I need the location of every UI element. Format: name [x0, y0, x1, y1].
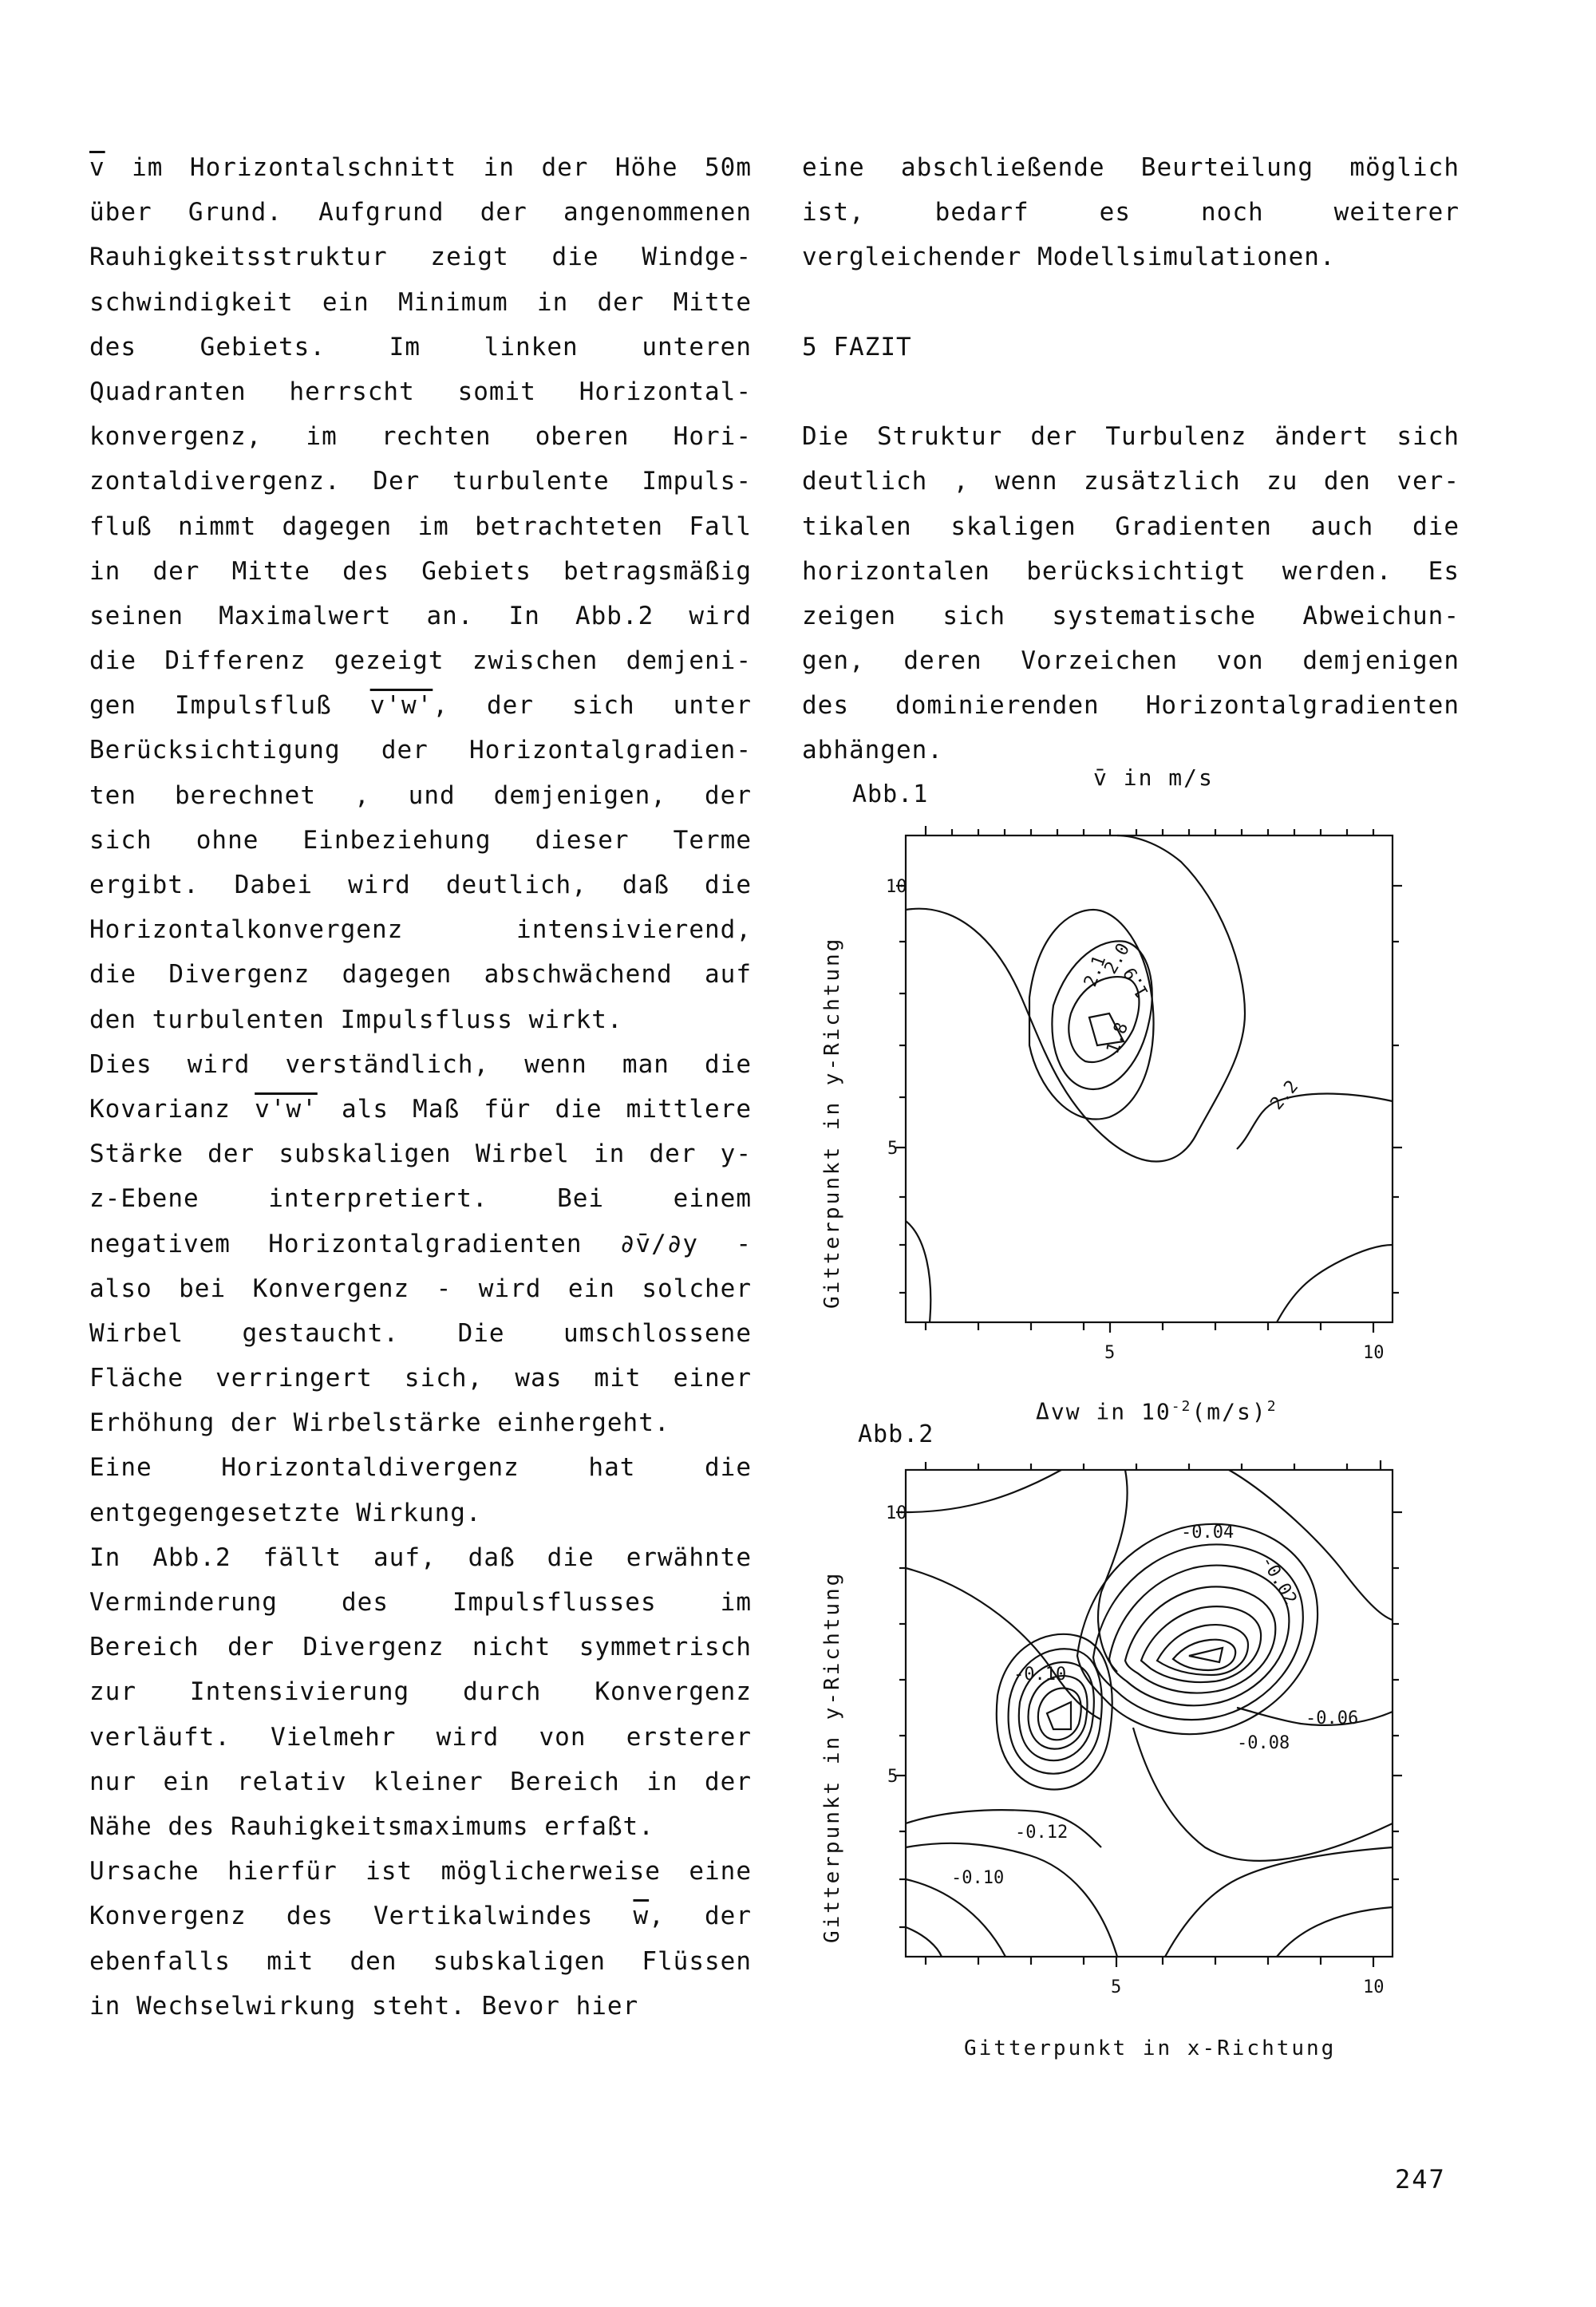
figure2-title-text: Δvw in 10 — [1036, 1398, 1171, 1425]
figure2-contour-label: -0.04 — [1181, 1523, 1235, 1543]
text-line: den turbulenten Impulsfluss wirkt. — [89, 1005, 623, 1034]
text-segment: Konvergenz des Vertikalwindes — [89, 1902, 634, 1931]
figure2-contour-label: -0.10 — [951, 1868, 1005, 1888]
text-segment: als Maß für die mittlere — [317, 1094, 752, 1124]
text-line: entgegengesetzte Wirkung. — [89, 1498, 482, 1527]
figure2-right-ticks — [1393, 1512, 1402, 1879]
figure1-contour — [1237, 1094, 1393, 1149]
figure2-contour — [1029, 1676, 1088, 1749]
figure2-contour-label: -0.06 — [1306, 1709, 1359, 1728]
figure2-contour — [906, 1843, 1117, 1957]
overlined-symbol: $\overline{w}$ — [633, 1902, 650, 1931]
text-line: des Gebiets. Im linken unteren — [89, 332, 752, 361]
figure2-xtick: 10 — [1363, 1977, 1385, 1997]
text-line: Erhöhung der Wirbelstärke einhergeht. — [89, 1408, 670, 1438]
figure1-bottom-ticks — [926, 1322, 1373, 1333]
overlined-symbol: $\overline{v}$ — [89, 153, 105, 182]
text-line: Ursache hierfür ist möglicherweise eine — [89, 1857, 752, 1886]
text-line: Berücksichtigung der Horizontalgradien- — [89, 736, 752, 765]
figure2-contour — [1047, 1702, 1071, 1729]
text-line: 5 FAZIT — [802, 332, 912, 361]
figure1-title: v̄ in m/s — [1093, 764, 1214, 791]
figure1-contour — [1277, 1245, 1393, 1322]
figure1-contour-label: 2.2 — [1266, 1076, 1303, 1114]
figure2-contour — [1229, 1470, 1393, 1620]
figure1-top-ticks — [926, 826, 1373, 835]
text-line: abhängen. — [802, 736, 943, 765]
text-line: Stärke der subskaligen Wirbel in der y- — [89, 1140, 752, 1169]
figure2-contour — [906, 1927, 942, 1957]
text-line: Eine Horizontaldivergenz hat die — [89, 1453, 752, 1483]
figure2-plot — [862, 1448, 1452, 2031]
text-line: Verminderung des Impulsflusses im — [89, 1588, 752, 1617]
text-line: in Wechselwirkung steht. Bevor hier — [89, 1991, 639, 2021]
figure2-title — [1036, 1398, 1278, 1424]
text-line — [89, 683, 752, 728]
figure1-contour-label: 2.1 — [1080, 953, 1111, 990]
figure2-contour — [1077, 1524, 1317, 1734]
figure2-contour-label: -0.10 — [1013, 1665, 1067, 1685]
figure1-contour-label: 1.8 — [1103, 1020, 1133, 1057]
text-segment: , der sich unter — [433, 691, 752, 721]
figure2-ytick: 10 — [886, 1503, 907, 1523]
text-line: zeigen sich systematische Abweichun- — [802, 601, 1460, 630]
figure2-contour — [906, 1568, 1101, 1720]
figure1-xtick: 10 — [1363, 1343, 1385, 1363]
figure2-xtick: 5 — [1111, 1977, 1122, 1997]
figure2-contour — [1173, 1640, 1235, 1670]
text-line: tikalen skaligen Gradienten auch die — [802, 512, 1460, 541]
text-line: Nähe des Rauhigkeitsmaximums erfaßt. — [89, 1811, 654, 1841]
figure2-contour — [1277, 1907, 1393, 1957]
figure2-title-exponent: -2 — [1171, 1398, 1192, 1415]
text-line: zur Intensivierung durch Konvergenz — [89, 1677, 752, 1707]
text-line: eine abschließende Beurteilung möglich — [802, 153, 1460, 182]
figure2-contour — [1125, 1586, 1275, 1693]
figure2-contour — [997, 1634, 1112, 1790]
text-line: schwindigkeit ein Minimum in der Mitte — [89, 287, 752, 317]
figure2-contour — [906, 1879, 1005, 1957]
page-number: 247 — [1395, 2164, 1446, 2194]
text-line: deutlich , wenn zusätzlich zu den ver- — [802, 467, 1460, 496]
figure2-contour — [1109, 1566, 1289, 1706]
figure2-contour-label: -0.12 — [1015, 1823, 1069, 1843]
text-segment: , der — [649, 1902, 752, 1931]
figure1-plot — [862, 814, 1452, 1389]
text-line: ten berechnet , und demjenigen, der — [89, 780, 752, 810]
text-line: die Differenz gezeigt zwischen demjeni- — [89, 646, 752, 676]
text-line: Fläche verringert sich, was mit einer — [89, 1364, 752, 1393]
text-line: seinen Maximalwert an. In Abb.2 wird — [89, 601, 752, 630]
text-segment: gen Impulsfluß — [89, 691, 370, 721]
text-line: ebenfalls mit den subskaligen Flüssen — [89, 1946, 752, 1976]
text-line — [802, 369, 1460, 414]
overlined-symbol: v'w' — [369, 691, 433, 721]
figure2-top-ticks — [926, 1460, 1381, 1470]
figure1-frame — [906, 835, 1393, 1322]
text-line: die Divergenz dagegen abschwächend auf — [89, 960, 752, 990]
text-line: Rauhigkeitsstruktur zeigt die Windge- — [89, 243, 752, 272]
text-line: ist, bedarf es noch weiterer — [802, 198, 1460, 227]
figure1-contour-label: 1.9 — [1120, 963, 1154, 1001]
figure2-contour — [1038, 1689, 1081, 1740]
text-line: Quadranten herrscht somit Horizontal- — [89, 377, 752, 406]
figure1-label: Abb.1 — [852, 780, 929, 808]
text-line — [89, 145, 752, 190]
text-line: In Abb.2 fällt auf, daß die erwähnte — [89, 1543, 752, 1572]
text-line: konvergenz, im rechten oberen Hori- — [89, 422, 752, 452]
text-segment: im Horizontalschnitt in der Höhe 50m — [105, 153, 752, 182]
figure2-contour — [1189, 1648, 1223, 1662]
text-line: Wirbel gestaucht. Die umschlossene — [89, 1318, 752, 1348]
text-line: zontaldivergenz. Der turbulente Impuls- — [89, 467, 752, 496]
text-line: negativem Horizontalgradienten ∂v̄/∂y - — [89, 1229, 752, 1258]
text-line: Dies wird verständlich, wenn man die — [89, 1049, 752, 1079]
text-line: Bereich der Divergenz nicht symmetrisch — [89, 1633, 752, 1662]
text-line: z-Ebene interpretiert. Bei einem — [89, 1184, 752, 1214]
overlined-symbol: v'w' — [255, 1094, 318, 1124]
figure2-left-ticks — [896, 1512, 906, 1927]
text-line: über Grund. Aufgrund der angenommenen — [89, 198, 752, 227]
text-line: ergibt. Dabei wird deutlich, daß die — [89, 871, 752, 899]
text-line: Horizontalkonvergenz intensivierend, — [89, 915, 752, 945]
figure1-xtick: 5 — [1104, 1343, 1116, 1363]
text-line: verläuft. Vielmehr wird von ersterer — [89, 1722, 752, 1752]
text-segment: Kovarianz — [89, 1094, 255, 1124]
text-line: sich ohne Einbeziehung dieser Terme — [89, 825, 752, 855]
right-text-column — [802, 145, 1460, 773]
figure1-right-ticks — [1393, 886, 1402, 1293]
figure1-contour — [906, 835, 1245, 1161]
figure2-contour — [1098, 1470, 1128, 1672]
figure1-contour — [1029, 910, 1154, 1120]
figure2-title-exponent2: 2 — [1266, 1398, 1278, 1415]
text-line: fluß nimmt dagegen im betrachteten Fall — [89, 512, 752, 541]
text-line: vergleichender Modellsimulationen. — [802, 243, 1336, 272]
figure1-left-ticks — [896, 886, 906, 1293]
figure2-xlabel: Gitterpunkt in x-Richtung — [964, 2036, 1337, 2060]
figure2-contour — [906, 1810, 1101, 1847]
figure2-bottom-ticks — [926, 1957, 1373, 1967]
figure2-ytick: 5 — [887, 1767, 899, 1787]
figure2-label: Abb.2 — [858, 1420, 934, 1448]
figure2-title-unit: (m/s) — [1191, 1398, 1267, 1425]
text-line — [89, 1894, 752, 1938]
figure2-contour — [906, 1470, 1061, 1512]
text-line — [802, 280, 1460, 325]
figure1-ytick: 10 — [886, 877, 907, 897]
text-line: in der Mitte des Gebiets betragsmäßig — [89, 556, 752, 586]
text-line: gen, deren Vorzeichen von demjenigen — [802, 646, 1460, 676]
text-line: also bei Konvergenz - wird ein solcher — [89, 1274, 752, 1303]
figure1-ytick: 5 — [887, 1139, 899, 1159]
figure1-contour — [906, 1221, 930, 1322]
figure1-ylabel: Gitterpunkt in y-Richtung — [820, 936, 844, 1309]
text-line: Die Struktur der Turbulenz ändert sich — [802, 422, 1460, 452]
figure2-contour — [1141, 1606, 1261, 1682]
figure2-ylabel: Gitterpunkt in y-Richtung — [820, 1570, 844, 1943]
figure2-contour — [1165, 1847, 1393, 1957]
figure1-contour-label: 2.0 — [1100, 940, 1135, 978]
text-line: nur ein relativ kleiner Bereich in der — [89, 1767, 752, 1796]
figure2-contour-label: -0.08 — [1237, 1733, 1290, 1753]
text-line: horizontalen berücksichtigt werden. Es — [802, 556, 1460, 586]
left-text-column — [89, 145, 752, 2029]
text-line: des dominierenden Horizontalgradienten — [802, 691, 1460, 721]
text-line — [89, 1087, 752, 1132]
figure2-contour-label: -0.02 — [1256, 1552, 1301, 1609]
